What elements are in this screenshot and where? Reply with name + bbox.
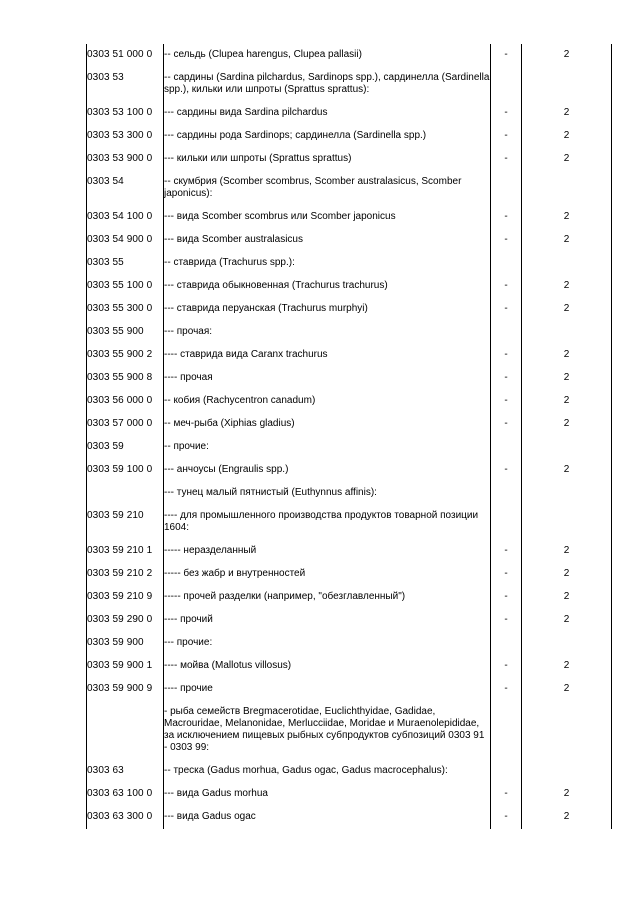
description-cell: --- сардины рода Sardinops; сардинелла (Sardinella spp.) [164,125,491,148]
description-cell: --- анчоусы (Engraulis spp.) [164,459,491,482]
rate-column-2-cell [522,632,612,655]
tariff-code-cell [87,701,164,760]
table-row [87,298,612,321]
rate-column-2-cell: 2 [522,344,612,367]
description-cell: ----- без жабр и внутренностей [164,563,491,586]
description-cell: -- сельдь (Clupea harengus, Clupea pallasii) [164,44,491,67]
rate-column-1-cell: - [491,344,522,367]
rate-column-1-cell: - [491,102,522,125]
rate-column-1-cell: - [491,298,522,321]
rate-column-2-cell: 2 [522,678,612,701]
rate-column-2-cell: 2 [522,102,612,125]
table-row [87,459,612,482]
table-row [87,505,612,540]
description-cell: ---- прочая [164,367,491,390]
rate-column-1-cell: - [491,275,522,298]
tariff-code-cell: 0303 59 210 [87,505,164,540]
tariff-code-cell: 0303 63 300 0 [87,806,164,829]
rate-column-1-cell [491,252,522,275]
description-cell: ---- прочие [164,678,491,701]
description-cell: -- сардины (Sardina pilchardus, Sardinops spp.), сардинелла (Sardinella spp.), кильки или шпроты (Sprattus sprattus): [164,67,491,102]
tariff-code-cell: 0303 53 900 0 [87,148,164,171]
table-row [87,436,612,459]
rate-column-2-cell [522,252,612,275]
tariff-code-cell: 0303 54 [87,171,164,206]
tariff-code-cell: 0303 59 [87,436,164,459]
tariff-code-cell: 0303 55 300 0 [87,298,164,321]
table-row [87,275,612,298]
rate-column-1-cell: - [491,367,522,390]
rate-column-1-cell [491,505,522,540]
rate-column-1-cell: - [491,125,522,148]
tariff-code-cell: 0303 53 [87,67,164,102]
description-cell: --- вида Scomber scombrus или Scomber japonicus [164,206,491,229]
table-row [87,563,612,586]
rate-column-1-cell [491,760,522,783]
table-row [87,102,612,125]
description-cell: --- тунец малый пятнистый (Euthynnus affinis): [164,482,491,505]
tariff-code-cell: 0303 59 900 [87,632,164,655]
rate-column-1-cell: - [491,678,522,701]
rate-column-2-cell [522,436,612,459]
description-cell: -- прочие: [164,436,491,459]
description-cell: --- сардины вида Sardina pilchardus [164,102,491,125]
rate-column-2-cell: 2 [522,413,612,436]
rate-column-2-cell: 2 [522,655,612,678]
rate-column-2-cell: 2 [522,806,612,829]
rate-column-2-cell: 2 [522,390,612,413]
rate-column-2-cell [522,505,612,540]
tariff-code-cell: 0303 55 900 2 [87,344,164,367]
rate-column-2-cell: 2 [522,298,612,321]
rate-column-1-cell [491,321,522,344]
table-row [87,229,612,252]
table-row [87,413,612,436]
table-row [87,655,612,678]
table-row [87,252,612,275]
rate-column-2-cell [522,171,612,206]
table-row [87,390,612,413]
rate-column-2-cell: 2 [522,459,612,482]
rate-column-1-cell: - [491,783,522,806]
rate-column-2-cell: 2 [522,206,612,229]
description-cell: --- вида Gadus ogac [164,806,491,829]
tariff-code-cell: 0303 55 900 8 [87,367,164,390]
description-cell: ----- прочей разделки (например, "обезглавленный") [164,586,491,609]
table-row [87,540,612,563]
tariff-table-body [87,44,612,829]
tariff-code-cell: 0303 63 100 0 [87,783,164,806]
rate-column-1-cell: - [491,609,522,632]
tariff-code-cell: 0303 51 000 0 [87,44,164,67]
tariff-code-cell: 0303 59 210 9 [87,586,164,609]
rate-column-1-cell: - [491,413,522,436]
description-cell: --- вида Gadus morhua [164,783,491,806]
table-row [87,67,612,102]
description-cell: -- ставрида (Trachurus spp.): [164,252,491,275]
rate-column-1-cell: - [491,459,522,482]
table-row [87,125,612,148]
tariff-code-cell: 0303 59 900 9 [87,678,164,701]
rate-column-2-cell: 2 [522,229,612,252]
table-row [87,609,612,632]
rate-column-1-cell: - [491,586,522,609]
table-row [87,632,612,655]
table-row [87,344,612,367]
description-cell: ---- мойва (Mallotus villosus) [164,655,491,678]
tariff-code-cell: 0303 53 100 0 [87,102,164,125]
rate-column-2-cell: 2 [522,367,612,390]
table-row [87,783,612,806]
description-cell: -- треска (Gadus morhua, Gadus ogac, Gadus macrocephalus): [164,760,491,783]
tariff-code-cell: 0303 55 [87,252,164,275]
table-row [87,148,612,171]
rate-column-1-cell: - [491,806,522,829]
description-cell: --- кильки или шпроты (Sprattus sprattus) [164,148,491,171]
tariff-code-cell: 0303 59 210 2 [87,563,164,586]
table-row [87,806,612,829]
description-cell: ---- ставрида вида Caranx trachurus [164,344,491,367]
description-cell: - рыба семейств Bregmacerotidae, Euclichthyidae, Gadidae, Macrouridae, Melanonidae, Merlucciidae, Moridae и Muraenolepididae, за исключением пищевых рыбных субпродуктов субпозиций 0303 91 - 0303 99: [164,701,491,760]
rate-column-2-cell: 2 [522,275,612,298]
tariff-code-cell: 0303 53 300 0 [87,125,164,148]
table-row [87,367,612,390]
table-row [87,482,612,505]
rate-column-2-cell: 2 [522,586,612,609]
tariff-code-cell: 0303 55 900 [87,321,164,344]
table-row [87,760,612,783]
table-row [87,701,612,760]
description-cell: --- ставрида перуанская (Trachurus murphyi) [164,298,491,321]
rate-column-1-cell [491,171,522,206]
rate-column-2-cell: 2 [522,44,612,67]
rate-column-1-cell: - [491,390,522,413]
rate-column-1-cell: - [491,540,522,563]
description-cell: --- прочая: [164,321,491,344]
description-cell: -- меч-рыба (Xiphias gladius) [164,413,491,436]
description-cell: -- кобия (Rachycentron canadum) [164,390,491,413]
rate-column-1-cell: - [491,229,522,252]
tariff-code-cell: 0303 57 000 0 [87,413,164,436]
rate-column-1-cell: - [491,206,522,229]
description-cell: ----- неразделанный [164,540,491,563]
description-cell: --- прочие: [164,632,491,655]
tariff-code-cell: 0303 59 100 0 [87,459,164,482]
tariff-code-cell: 0303 63 [87,760,164,783]
tariff-table [86,44,612,829]
rate-column-2-cell [522,67,612,102]
tariff-code-cell: 0303 54 900 0 [87,229,164,252]
table-row [87,586,612,609]
table-row [87,171,612,206]
tariff-code-cell: 0303 54 100 0 [87,206,164,229]
rate-column-2-cell [522,482,612,505]
rate-column-1-cell [491,436,522,459]
rate-column-1-cell [491,701,522,760]
table-row [87,44,612,67]
tariff-code-cell: 0303 55 100 0 [87,275,164,298]
rate-column-2-cell: 2 [522,148,612,171]
rate-column-2-cell: 2 [522,609,612,632]
rate-column-2-cell [522,701,612,760]
description-cell: ---- прочий [164,609,491,632]
rate-column-1-cell: - [491,148,522,171]
table-row [87,678,612,701]
table-row [87,206,612,229]
description-cell: --- ставрида обыкновенная (Trachurus trachurus) [164,275,491,298]
tariff-code-cell: 0303 59 210 1 [87,540,164,563]
tariff-code-cell: 0303 59 900 1 [87,655,164,678]
rate-column-2-cell: 2 [522,125,612,148]
rate-column-1-cell: - [491,563,522,586]
rate-column-2-cell: 2 [522,783,612,806]
tariff-code-cell: 0303 56 000 0 [87,390,164,413]
description-cell: ---- для промышленного производства продуктов товарной позиции 1604: [164,505,491,540]
table-row [87,321,612,344]
rate-column-1-cell: - [491,655,522,678]
rate-column-1-cell [491,67,522,102]
rate-column-2-cell: 2 [522,540,612,563]
tariff-code-cell [87,482,164,505]
rate-column-1-cell: - [491,44,522,67]
rate-column-2-cell [522,760,612,783]
rate-column-2-cell [522,321,612,344]
rate-column-1-cell [491,482,522,505]
rate-column-1-cell [491,632,522,655]
description-cell: -- скумбрия (Scomber scombrus, Scomber australasicus, Scomber japonicus): [164,171,491,206]
rate-column-2-cell: 2 [522,563,612,586]
description-cell: --- вида Scomber australasicus [164,229,491,252]
tariff-code-cell: 0303 59 290 0 [87,609,164,632]
